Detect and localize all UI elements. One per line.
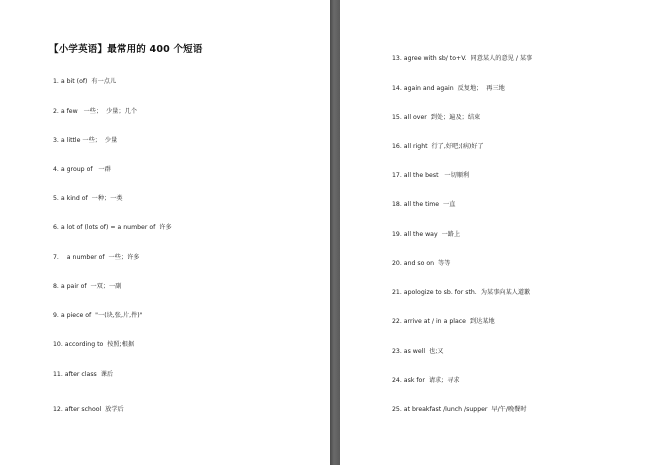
phrase-item: 2. a few 一些； 少量；几个 — [53, 108, 138, 115]
document-title: 【小学英语】最常用的 400 个短语 — [49, 44, 203, 55]
phrase-item: 5. a kind of 一种；一类 — [53, 195, 123, 202]
phrase-item: 19. all the way 一路上 — [392, 231, 461, 238]
phrase-item: 3. a little 一些； 少量 — [53, 137, 118, 144]
phrase-item: 9. a piece of "一(块,张,片,件)" — [53, 312, 143, 319]
phrase-item: 13. agree with sb/ to+V. 同意某人的意见 / 某事 — [392, 55, 533, 62]
phrase-item: 4. a group of 一群 — [53, 166, 111, 173]
document-page-right — [340, 0, 670, 465]
phrase-item: 20. and so on 等等 — [392, 260, 451, 267]
page-gutter — [330, 0, 340, 465]
phrase-item: 1. a bit (of) 有一点儿 — [53, 78, 117, 85]
document-page-left — [0, 0, 330, 465]
phrase-item: 22. arrive at / in a place 到达某地 — [392, 318, 495, 325]
phrase-item: 12. after school 放学后 — [53, 406, 124, 413]
phrase-item: 7. a number of 一些；许多 — [53, 254, 140, 261]
phrase-item: 24. ask for 请求; 寻求 — [392, 377, 460, 384]
phrase-item: 23. as well 也;又 — [392, 348, 444, 355]
phrase-item: 16. all right 行了,好吧;(病)好了 — [392, 143, 484, 150]
phrase-item: 15. all over 到处；遍及；结束 — [392, 114, 481, 121]
phrase-item: 11. after class 课后 — [53, 371, 114, 378]
phrase-item: 18. all the time 一直 — [392, 201, 456, 208]
phrase-item: 25. at breakfast /lunch /supper 早/午/晚餐时 — [392, 406, 527, 413]
phrase-item: 21. apologize to sb. for sth. 为某事向某人道歉 — [392, 289, 531, 296]
phrase-item: 14. again and again 反复地； 再三地 — [392, 85, 505, 92]
phrase-item: 6. a lot of (lots of) = a number of 许多 — [53, 224, 172, 231]
phrase-item: 10. according to 按照;根据 — [53, 341, 135, 348]
phrase-item: 17. all the best 一切顺利 — [392, 172, 470, 179]
phrase-item: 8. a pair of 一双；一副 — [53, 283, 122, 290]
